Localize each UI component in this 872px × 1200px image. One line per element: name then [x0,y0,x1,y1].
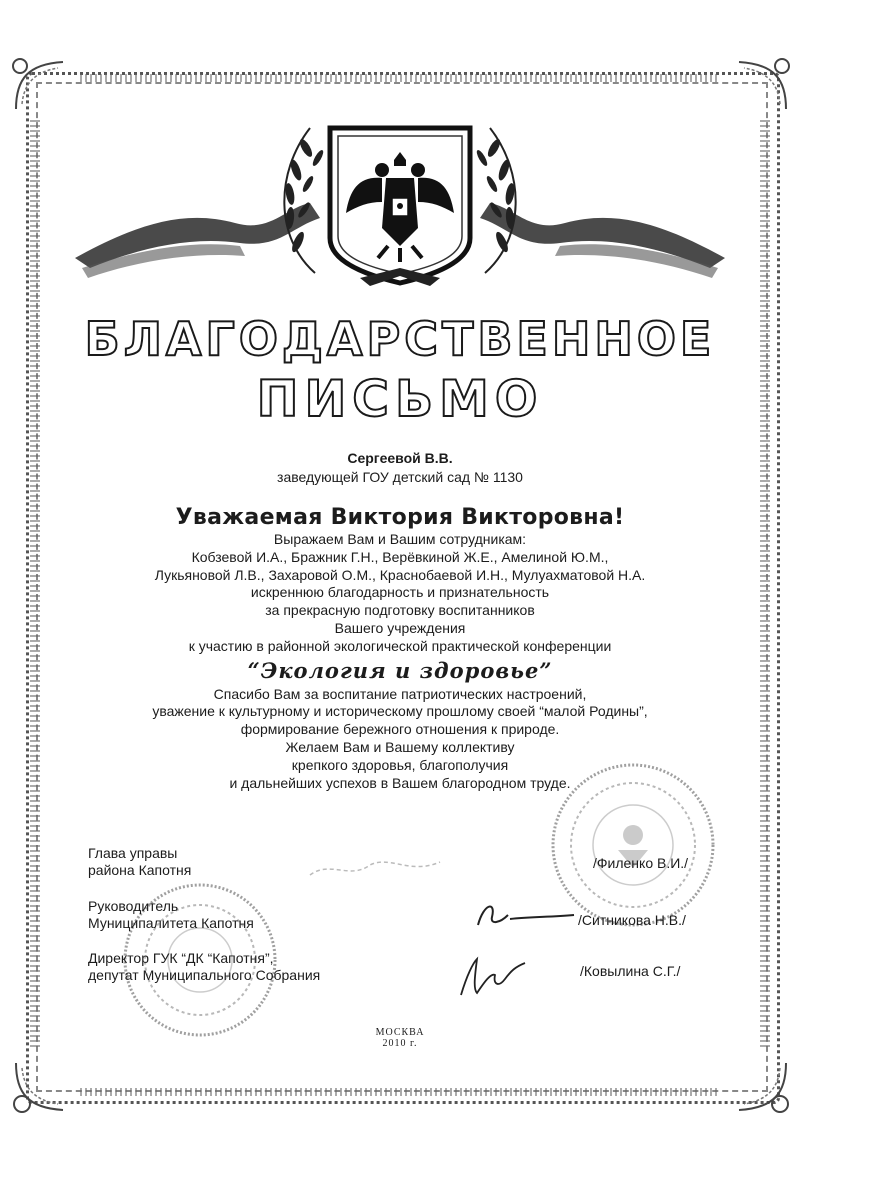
body-line: Лукьяновой Л.В., Захаровой О.М., Краснобаевой И.Н., Мулуахматовой Н.А. [154,566,646,583]
body-line: Желаем Вам и Вашему коллективу [285,738,515,755]
body-line: крепкого здоровья, благополучия [291,756,509,773]
footer-year: 2010 г. [382,1038,418,1049]
addressee-name: Сергеевой В.В. [347,450,453,466]
body-line: Выражаем Вам и Вашим сотрудникам: [273,531,527,547]
border-pattern-top [80,74,720,82]
signatory-council-line-2: Муниципалитета Капотня [88,915,254,931]
coat-of-arms-emblem [70,118,730,288]
corner-ornament-bottom-left [8,1058,68,1118]
body-line: за прекрасную подготовку воспитанников [265,602,535,619]
handwritten-signature-council [470,895,580,935]
footer-city: МОСКВА [375,1027,425,1038]
signatory-director-name: /Ковылина С.Г./ [580,963,681,979]
body-line: Кобзевой И.А., Бражник Г.Н., Верёвкиной Ж.Е., Амелиной Ю.М., [191,548,609,565]
body-line: уважение к культурному и историческому прошлому своей “малой Родины”, [152,703,648,720]
signatory-council-name: /Ситникова Н.В./ [578,912,686,928]
border-pattern-bottom [80,1088,720,1096]
salutation: Уважаемая Виктория Викторовна! [175,505,625,530]
letter-body [0,531,800,792]
body-line: искреннюю благодарность и признательность [250,584,550,601]
signatory-head-title [88,845,191,879]
faint-signature-head [300,850,450,885]
corner-ornament-top-left [8,54,68,114]
document-title-line-1: БЛАГОДАРСТВЕННОЕ [84,312,716,366]
signatory-head-line-2: района Капотня [88,862,192,878]
signatory-director-title [88,950,320,984]
handwritten-signature-director [455,955,535,1000]
body-line: и дальнейших успехов в Вашем благородном труде. [229,774,571,791]
document-title-line-2: ПИСЬМО [256,370,544,428]
signatory-council-line-1: Руководитель [88,898,179,914]
signatory-council-title [88,898,254,932]
signatory-head-name: /Филенко В.И./ [593,855,689,871]
body-line: Спасибо Вам за воспитание патриотических настроений, [213,685,587,702]
body-line: формирование бережного отношения к природе. [240,721,560,738]
event-name: “Экология и здоровье” [247,657,553,683]
addressee-position: заведующей ГОУ детский сад № 1130 [277,469,523,485]
signatory-director-line-1: Директор ГУК “ДК “Капотня”, [88,950,274,966]
body-line: Вашего учреждения [334,619,466,636]
signatory-director-line-2: депутат Муниципального Собрания [88,967,321,983]
corner-ornament-bottom-right [734,1058,794,1118]
body-line: к участию в районной экологической практической конференции [188,637,612,654]
signatory-head-line-1: Глава управы [88,845,178,861]
corner-ornament-top-right [734,54,794,114]
